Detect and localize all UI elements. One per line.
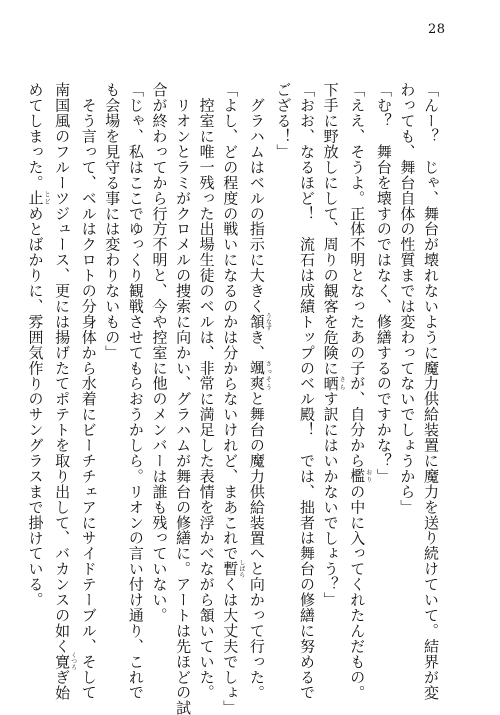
text-line: リオンとラミがクロメルの捜索に向かい、グラハムが舞台の修繕に。アートは先ほどの試 xyxy=(174,82,193,715)
ruby-word xyxy=(247,360,272,392)
text-run: くは大丈夫でしょ」 xyxy=(221,576,240,715)
text-run: グラハムはベルの指示に大きく xyxy=(247,82,266,314)
ruby-reading: しばら xyxy=(237,559,245,578)
text-run: の中に入ってくれたんだもの。 xyxy=(348,483,367,701)
ruby-reading: くつろ xyxy=(69,652,77,671)
text-line: ござる！」 xyxy=(274,82,293,160)
ruby-reading: おり xyxy=(364,468,372,484)
ruby-base: 寛 xyxy=(53,652,72,671)
text-run: めてしまった。 xyxy=(26,82,45,191)
text-line: 「じゃ、私はここでゆっくり観戦させてもらおうかしら。リオンの言い付け通り、これで xyxy=(126,82,145,700)
text-run: 下手に野放しにして、周りの観客を危険に xyxy=(321,82,340,376)
ruby-base: 晒 xyxy=(321,375,340,392)
text-run: めとばかりに、雰囲気作りのサングラスまで掛けている。 xyxy=(26,205,45,608)
ruby-base: 止 xyxy=(26,190,45,206)
ruby-word xyxy=(348,468,372,484)
ruby-word xyxy=(26,190,50,206)
text-run: ぎ始 xyxy=(53,669,72,701)
text-line xyxy=(50,82,77,701)
text-line: そう言って、ベルはクロトの分身体から水着にビーチチェアにサイドテーブル、そして xyxy=(79,82,98,700)
text-line xyxy=(218,82,245,715)
ruby-word xyxy=(53,652,77,671)
text-run: 「ええ、そうよ。正体不明となったあの子が、自分から xyxy=(348,82,367,469)
ruby-base: 檻 xyxy=(348,468,367,484)
text-run: す訳にはいかないでしょう？」 xyxy=(321,391,340,608)
text-line: も会場を見守る事には変わりないもの」 xyxy=(103,82,122,361)
text-line xyxy=(23,82,50,668)
ruby-reading: とど xyxy=(43,190,50,206)
ruby-word xyxy=(321,375,346,392)
page-number: 28 xyxy=(428,22,446,37)
text-line: 「んー？ じゃ、舞台が壊れないように魔力供給装置に魔力を送り続けていて。結界が変 xyxy=(422,82,440,700)
ruby-reading: さら xyxy=(338,375,346,392)
text-line xyxy=(244,82,272,701)
body-text xyxy=(23,82,442,715)
ruby-base: 颯爽 xyxy=(247,360,266,392)
text-line: 合が終わってから行方不明と、今や控室に他のメンバーは誰も残っていない。 xyxy=(150,82,169,623)
text-line: 「む？ 舞台を壊すのではなく、修繕するのですかな？」 xyxy=(374,82,393,484)
text-run: 南国風のフルーツジュース、更には揚げたてポテトを取り出して、バカンスの如く xyxy=(53,82,72,654)
ruby-word xyxy=(247,312,272,331)
ruby-base: 暫 xyxy=(221,559,240,578)
text-run: き、 xyxy=(247,329,266,361)
ruby-base: 頷 xyxy=(247,312,266,331)
text-run: と舞台の魔力供給装置へと向かって行った。 xyxy=(247,391,266,701)
text-line xyxy=(345,82,372,701)
ruby-reading: うなず xyxy=(264,312,272,331)
text-line: わっても、舞台自体の性質までは変わってないでしょうから」 xyxy=(398,82,417,515)
text-line: 「おお、なるほど！ 流石は成績トップのベル殿！ では、拙者は舞台の修繕に努めるで xyxy=(298,82,317,700)
ruby-word xyxy=(221,559,245,578)
text-line: 控室に唯一残った出場生徒のベルは、非常に満足した表情を浮かべながら頷いていた。 xyxy=(197,82,216,700)
text-run: 「よし、どの程度の戦いになるのかは分からないけれど、まあこれで xyxy=(221,82,240,561)
ruby-reading: さっそう xyxy=(264,360,272,392)
text-line xyxy=(318,82,345,668)
